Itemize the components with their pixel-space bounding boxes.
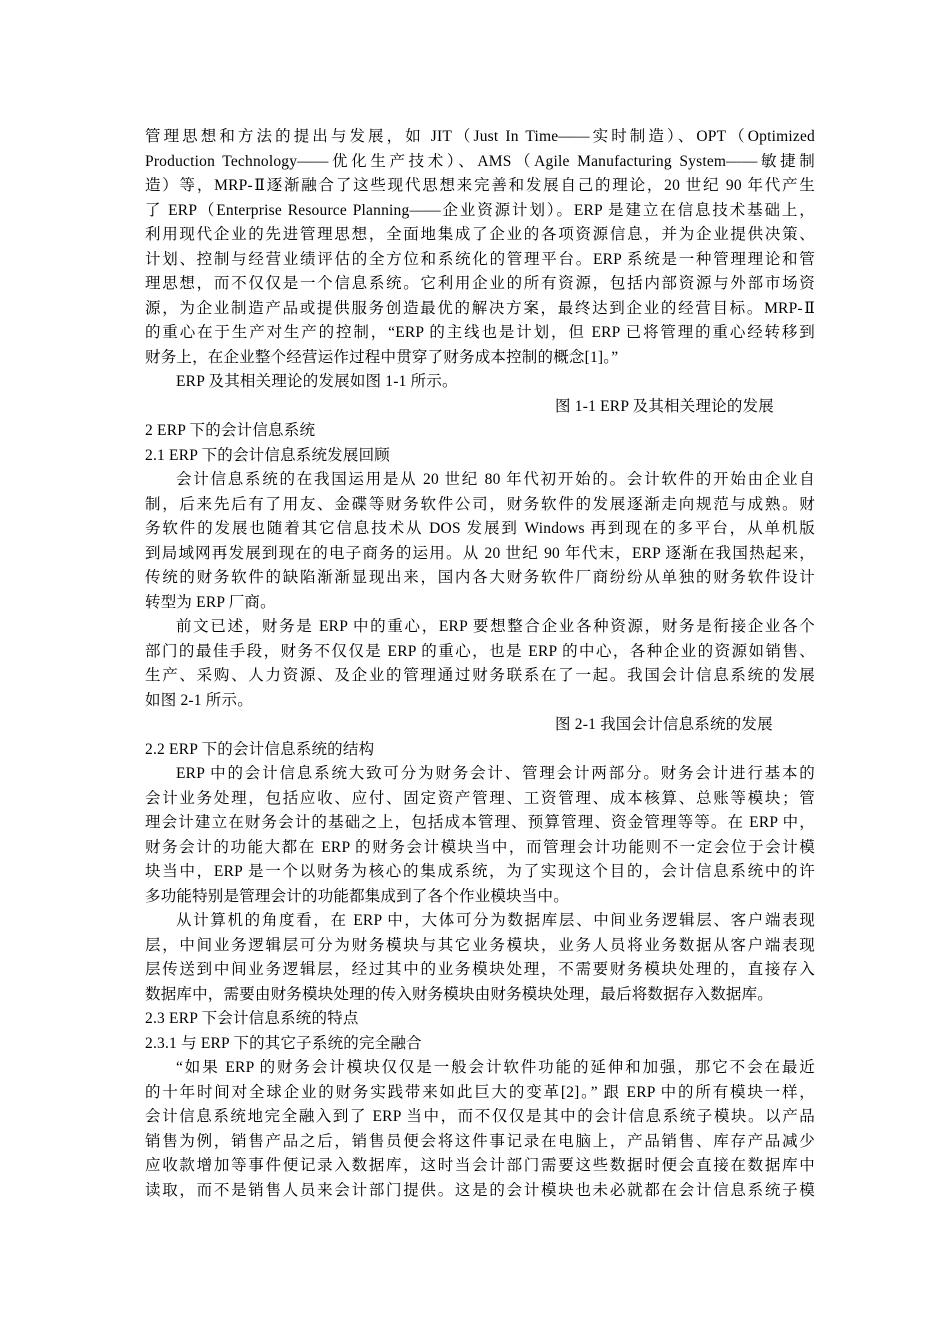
text-line: 转型为 ERP 厂商。 (145, 593, 276, 611)
text-line: 的重心在于生产对生产的控制，“ERP 的主线也是计划，但 ERP 已将管理的重心经转移到 (145, 324, 815, 341)
text-line: 制，后来先后有了用友、金碟等财务软件公司，财务软件的发展逐渐走向规范与成熟。财 (145, 495, 815, 513)
text-line: ERP 及其相关理论的发展如图 1-1 所示。 (176, 373, 458, 390)
text-line: 销售为例，销售产品之后，销售员便会将这件事记录在电脑上，产品销售、库存产品减少 (145, 1132, 815, 1150)
section-heading-2-2: 2.2 ERP 下的会计信息系统的结构 (145, 740, 375, 758)
paragraph-history (145, 468, 815, 615)
text-line: 层，中间业务逻辑层可分为财务模块与其它业务模块，业务人员将业务数据从客户端表现 (145, 936, 815, 954)
text-line: 块当中，ERP 是一个以财务为核心的集成系统，为了实现这个目的，会计信息系统中的许 (145, 863, 815, 880)
text-line: 会计信息系统的在我国运用是从 20 世纪 80 年代初开始的。会计软件的开始由企业自 (176, 471, 815, 488)
text-line: 前文已述，财务是 ERP 中的重心，ERP 要想整合企业各种资源，财务是衔接企业各个 (176, 618, 815, 635)
text-line: 从计算机的角度看，在 ERP 中，大体可分为数据库层、中间业务逻辑层、客户端表现 (176, 912, 815, 929)
figure-caption-1-1: 图 1-1 ERP 及其相关理论的发展 (555, 397, 774, 415)
text-line: “如果 ERP 的财务会计模块仅仅是一般会计软件功能的延伸和加强，那它不会在最近 (176, 1059, 815, 1076)
text-line: Production Technology——优化生产技术）、AMS（Agile Manufacturing System——敏捷制 (145, 152, 815, 170)
text-line: 层传送到中间业务逻辑层，经过其中的业务模块处理，不需要财务模块处理的，直接存入 (145, 961, 815, 978)
figure-caption-2-1: 图 2-1 我国会计信息系统的发展 (555, 716, 773, 733)
paragraph-finance-center (145, 615, 815, 713)
text-line: 数据库中，需要由财务模块处理的传入财务模块由财务模块处理，最后将数据存入数据库。 (145, 985, 774, 1003)
text-line: 财务会计的功能大都在 ERP 的财务会计模块当中，而管理会计功能则不一定会位于会计模 (145, 838, 815, 856)
text-line: 利用现代企业的先进管理思想，全面地集成了企业的各项资源信息，并为企业提供决策、 (145, 226, 815, 243)
text-line: 应收款增加等事件便记录入数据库，这时当会计部门需要这些数据时便会直接在数据库中 (145, 1157, 815, 1174)
text-line: 如图 2-1 所示。 (145, 691, 253, 709)
text-line: 务软件的发展也随着其它信息技术从 DOS 发展到 Windows 再到现在的多平台，从单机版 (145, 520, 815, 537)
text-line: 多功能特别是管理会计的功能都集成到了各个作业模块当中。 (145, 887, 569, 905)
text-line: 计划、控制与经营业绩评估的全方位和系统化的管理平台。ERP 系统是一种管理理论和管 (145, 250, 815, 268)
text-line: 理会计建立在财务会计的基础之上，包括成本管理、预算管理、资金管理等等。在 ERP 中， (145, 814, 815, 831)
paragraph-figure-ref-1 (145, 370, 815, 395)
paragraph-structure (145, 762, 815, 909)
text-line: 到局域网再发展到现在的电子商务的运用。从 20 世纪 90 年代末，ERP 逐渐在我国热起来， (145, 544, 815, 562)
section-heading-2-3-1: 2.3.1 与 ERP 下的其它子系统的完全融合 (145, 1034, 422, 1052)
text-line: 会计业务处理，包括应收、应付、固定资产管理、工资管理、成本核算、总账等模块；管 (145, 789, 815, 807)
text-line: 部门的最佳手段，财务不仅仅是 ERP 的重心，也是 ERP 的中心，各种企业的资源如销售、 (145, 642, 815, 660)
text-line: 管理思想和方法的提出与发展，如 JIT（Just In Time——实时制造）、OPT（Optimized (145, 128, 815, 145)
text-line: 造）等，MRP-Ⅱ逐渐融合了这些现代思想来完善和发展自己的理论，20 世纪 90 年代产生 (145, 177, 815, 194)
document-page (145, 125, 815, 1203)
text-line: 的十年时间对全球企业的财务实践带来如此巨大的变革[2]。” 跟 ERP 中的所有模块一样， (145, 1083, 815, 1101)
text-line: 财务上，在企业整个经营运作过程中贯穿了财务成本控制的概念[1]。” (145, 348, 619, 366)
text-line: 会计信息系统地完全融入到了 ERP 当中，而不仅仅是其中的会计信息系统子模块。以产品 (145, 1108, 815, 1125)
paragraph-computer-view (145, 909, 815, 1007)
paragraph-erp-origin (145, 125, 815, 370)
text-line: ERP 中的会计信息系统大致可分为财务会计、管理会计两部分。财务会计进行基本的 (176, 765, 815, 782)
section-heading-2-1: 2.1 ERP 下的会计信息系统发展回顾 (145, 446, 390, 464)
text-line: 源，为企业制造产品或提供服务创造最优的解决方案，最终达到企业的经营目标。MRP-Ⅱ (145, 299, 815, 317)
section-heading-2: 2 ERP 下的会计信息系统 (145, 422, 316, 439)
text-line: 读取，而不是销售人员来会计部门提供。这是的会计模块也未必就都在会计信息系统子模 (145, 1181, 815, 1199)
text-line: 了 ERP（Enterprise Resource Planning——企业资源计划）。ERP 是建立在信息技术基础上， (145, 201, 815, 219)
text-line: 理思想，而不仅仅是一个信息系统。它利用企业的所有资源，包括内部资源与外部市场资 (145, 275, 815, 292)
paragraph-integration (145, 1056, 815, 1203)
section-heading-2-3: 2.3 ERP 下会计信息系统的特点 (145, 1010, 359, 1027)
text-line: 传统的财务软件的缺陷渐渐显现出来，国内各大财务软件厂商纷纷从单独的财务软件设计 (145, 569, 815, 586)
text-line: 生产、采购、人力资源、及企业的管理通过财务联系在了一起。我国会计信息系统的发展 (145, 667, 815, 684)
